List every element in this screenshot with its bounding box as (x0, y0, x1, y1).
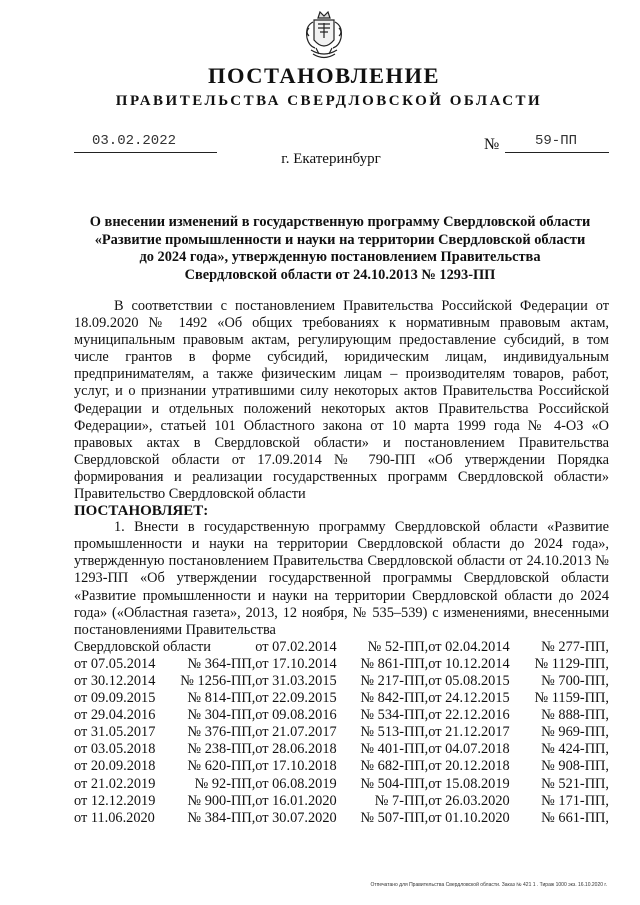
amendment-date: от 16.01.2020 (255, 792, 337, 809)
amendment-date: от 24.12.2015 (428, 690, 510, 707)
amendment-date: от 21.02.2019 (74, 775, 156, 792)
amendment-number: № 424-ПП, (541, 741, 609, 758)
amendment-date: от 03.05.2018 (74, 741, 156, 758)
amendment-date: от 29.04.2016 (74, 707, 156, 724)
amendment-date: от 31.03.2015 (255, 672, 337, 689)
amendment-number: № 1129-ПП, (534, 655, 609, 672)
amendment-date: от 10.12.2014 (428, 655, 510, 672)
amendment-date: от 12.12.2019 (74, 792, 156, 809)
amendment-date: от 20.12.2018 (428, 758, 510, 775)
amendment-date: от 21.12.2017 (428, 724, 510, 741)
amendment-row (74, 776, 609, 793)
amendment-number: № 700-ПП, (541, 672, 609, 689)
amendment-number: № 908-ПП, (541, 758, 609, 775)
amendment-number: № 534-ПП, (360, 707, 429, 724)
amendment-number: № 504-ПП, (360, 775, 429, 792)
amendment-number: № 171-ПП, (541, 792, 609, 809)
amendment-row (74, 673, 609, 690)
document-date: 03.02.2022 (92, 133, 177, 149)
amendment-date: от 11.06.2020 (74, 809, 155, 826)
amendment-date: от 22.09.2015 (255, 690, 337, 707)
amendment-row (74, 793, 609, 810)
amendment-number: № 1256-ПП, (180, 672, 256, 689)
amendment-number: № 620-ПП, (187, 758, 256, 775)
amendment-date: от 21.07.2017 (255, 724, 337, 741)
coat-of-arms-emblem (301, 10, 347, 62)
amendment-number: № 376-ПП, (187, 724, 256, 741)
amendment-date: от 09.08.2016 (255, 707, 337, 724)
amendment-number: № 277-ПП, (541, 638, 609, 655)
amendment-number: № 507-ПП, (360, 809, 429, 826)
amendment-number: № 842-ПП, (360, 690, 429, 707)
amendment-number: № 521-ПП, (541, 775, 609, 792)
document-subtitle: ПРАВИТЕЛЬСТВА СВЕРДЛОВСКОЙ ОБЛАСТИ (115, 93, 543, 109)
amendment-row (74, 741, 609, 758)
amendment-number: № 92-ПП, (194, 775, 256, 792)
amendment-date: от 15.08.2019 (428, 775, 510, 792)
amendment-date: от 28.06.2018 (255, 741, 337, 758)
amendment-number: № 814-ПП, (187, 690, 256, 707)
amendment-number: № 304-ПП, (187, 707, 256, 724)
amendment-date: от 07.05.2014 (74, 655, 156, 672)
amendment-row (74, 690, 609, 707)
number-label: № (484, 136, 500, 153)
amendment-number: № 401-ПП, (360, 741, 429, 758)
preamble-paragraph: В соответствии с постановлением Правительства Российской Федерации от 18.09.2020 № 1492 «Об общих требованиях к нормативным правовым актам, муниципальным правовым актам, регулирующим предоставление субсидий, в том числе грантов в форме субсидий, юридическим лицам, индивидуальным предпринимателям, а также физическим лицам – производителям товаров, работ, услуг, и о признании утратившими силу некоторых актов Правительства Российской Федерации и отдельных положений некоторых актов Правительства Российской Федерации», статьей 101 Областного закона от 10 марта 1999 года № 4-ОЗ «О правовых актах в Свердловской области» и постановлением Правительства Свердловской области от 17.09.2014 № 790-ПП «Об утверждении Порядка формирования и реализации государственных программ Свердловской области» Правительство Свердловской области (74, 298, 609, 503)
amendment-date: от 30.12.2014 (74, 672, 156, 689)
amendment-number: № 682-ПП, (360, 758, 429, 775)
heading-line: Свердловской области от 24.10.2013 № 1293-ПП (184, 266, 496, 283)
amendments-list (74, 639, 609, 827)
heading-line: «Развитие промышленности и науки на территории Свердловской области (94, 231, 586, 248)
amendment-date: от 17.10.2018 (255, 758, 337, 775)
amendment-date: от 26.03.2020 (428, 792, 510, 809)
amendment-number: № 661-ПП, (541, 809, 609, 826)
amendment-number: № 52-ПП, (367, 638, 429, 655)
amendment-date: от 06.08.2019 (255, 775, 337, 792)
amendment-date: от 30.07.2020 (255, 809, 337, 826)
amendment-row (74, 810, 609, 827)
amendment-number: № 7-ПП, (374, 792, 429, 809)
decree-word: ПОСТАНОВЛЯЕТ: (74, 503, 209, 520)
heading-line: О внесении изменений в государственную программу Свердловской области (89, 214, 591, 230)
amendment-date: от 01.10.2020 (428, 809, 510, 826)
amendment-number: № 513-ПП, (360, 724, 429, 741)
amendment-row (74, 639, 609, 656)
amendment-number: № 900-ПП, (187, 792, 256, 809)
amendment-number: № 238-ПП, (187, 741, 256, 758)
document-number: 59-ПП (535, 133, 578, 149)
amendment-row (74, 724, 609, 741)
city: г. Екатеринбург (281, 151, 381, 167)
amendment-number: № 217-ПП, (360, 672, 429, 689)
print-note: Отпечатано для Правительства Свердловской области. Заказ № 421 1 . Тираж 1000 экз. 16.10.2020 г. (370, 882, 607, 888)
amendment-row (74, 656, 609, 673)
amendment-date: от 07.02.2014 (255, 638, 337, 655)
amendment-date: от 02.04.2014 (428, 638, 510, 655)
amendment-number: № 384-ПП, (187, 809, 256, 826)
amendment-number: № 861-ПП, (360, 655, 429, 672)
item-1-paragraph: 1. Внести в государственную программу Свердловской области «Развитие промышленности и науки на территории Свердловской области до 2024 года», утвержденную постановлением Правительства Свердловской области от 24.10.2013 № 1293-ПП «Об утверждении государственной программы Свердловской области «Развитие промышленности и науки на территории Свердловской области до 2024 года» («Областная газета», 2013, 12 ноября, № 535–539) с изменениями, внесенными постановлениями Правительства (74, 519, 609, 638)
amendment-lead: Свердловской области (74, 638, 211, 655)
amendment-date: от 31.05.2017 (74, 724, 156, 741)
amendment-date: от 05.08.2015 (428, 672, 510, 689)
amendment-date: от 04.07.2018 (428, 741, 510, 758)
amendment-number: № 1159-ПП, (534, 690, 609, 707)
amendment-date: от 09.09.2015 (74, 690, 156, 707)
amendment-number: № 969-ПП, (541, 724, 609, 741)
amendment-row (74, 758, 609, 775)
amendment-number: № 888-ПП, (541, 707, 609, 724)
document-title: ПОСТАНОВЛЕНИЕ (207, 63, 441, 88)
amendment-date: от 17.10.2014 (255, 655, 337, 672)
document-heading (70, 214, 610, 284)
amendment-number: № 364-ПП, (187, 655, 256, 672)
amendment-row (74, 707, 609, 724)
amendment-date: от 20.09.2018 (74, 758, 156, 775)
amendment-date: от 22.12.2016 (428, 707, 510, 724)
heading-line: до 2024 года», утвержденную постановлением Правительства (139, 249, 541, 265)
document-body (74, 298, 609, 827)
